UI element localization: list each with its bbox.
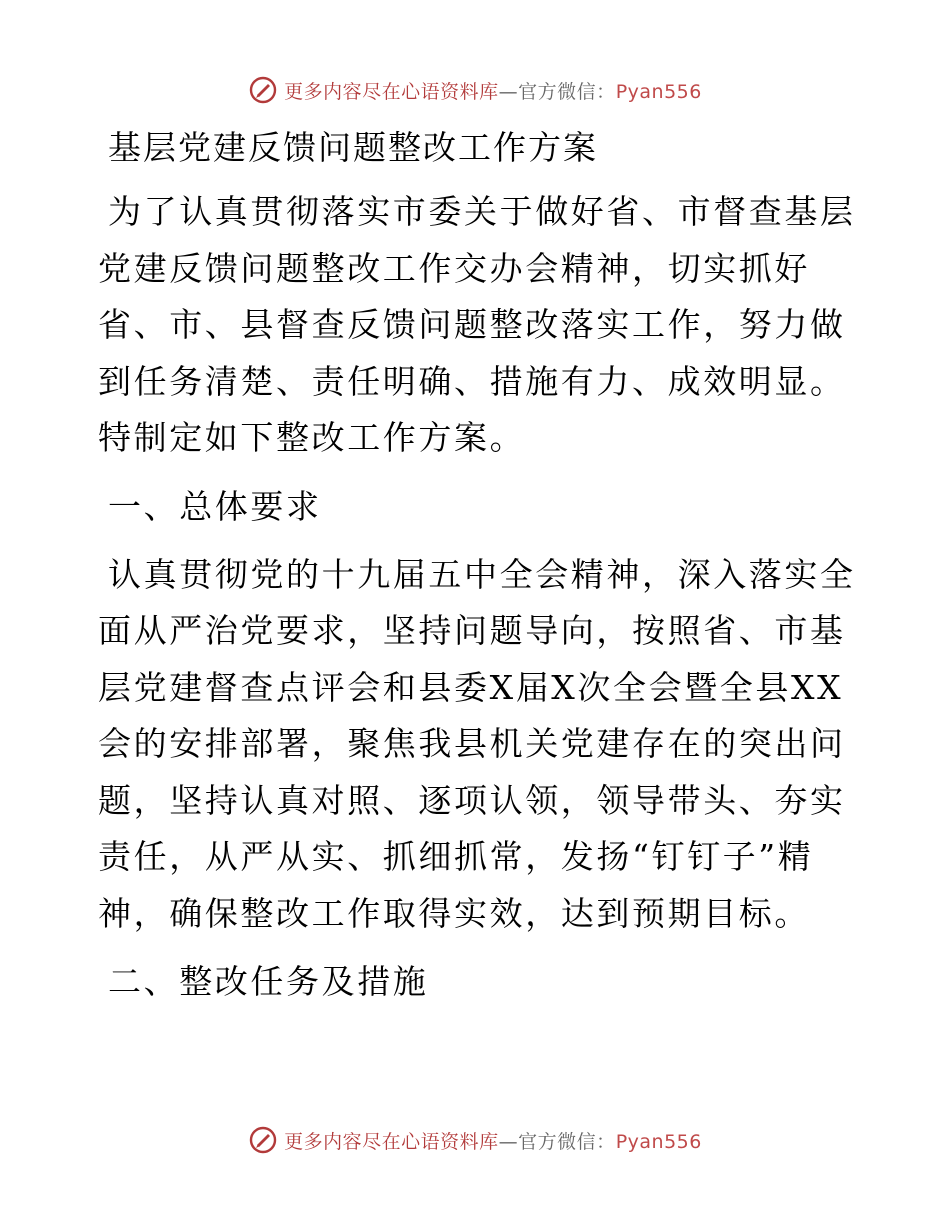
footer-watermark [0, 1120, 950, 1160]
document-title: 基层党建反馈问题整改工作方案 [108, 128, 598, 167]
section-heading-2: 二、整改任务及措施 [108, 962, 429, 1001]
watermark-text: 更多内容尽在心语资料库—官方微信：Pyan556 [284, 80, 702, 103]
intro-paragraph: 为了认真贯彻落实市委关于做好省、市督查基层党建反馈问题整改工作交办会精神，切实抓好省、市、县督查反馈问题整改落实工作，努力做到任务清楚、责任明确、措施有力、成效明显。特制定如下整改工作方案。 [98, 192, 856, 457]
header-watermark [0, 70, 950, 110]
brand-logo-icon [248, 75, 278, 105]
document-body [98, 120, 858, 1022]
brand-logo-icon [248, 1125, 278, 1155]
watermark-text: 更多内容尽在心语资料库—官方微信：Pyan556 [284, 1130, 702, 1153]
section-body-1: 认真贯彻党的十九届五中全会精神，深入落实全面从严治党要求，坚持问题导向，按照省、市基层党建督查点评会和县委X届X次全会暨全县XX会的安排部署，聚焦我县机关党建存在的突出问题，坚持认真对照、逐项认领，领导带头、夯实责任，从严从实、抓细抓常，发扬“钉钉子”精神，确保整改工作取得实效，达到预期目标。 [98, 554, 856, 933]
section-heading-1: 一、总体要求 [108, 486, 322, 526]
